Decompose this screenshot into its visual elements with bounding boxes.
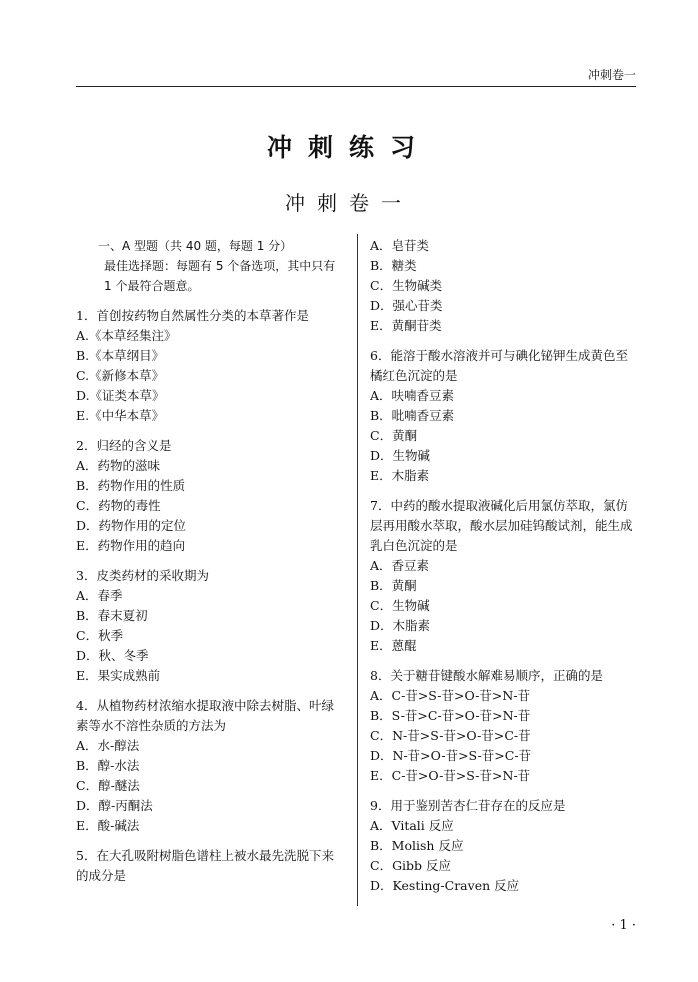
answer-option: B．糖类 bbox=[370, 258, 417, 273]
right-question-list bbox=[370, 346, 640, 896]
answer-option: B．醇-水法 bbox=[76, 758, 140, 773]
answer-option: A．香豆素 bbox=[370, 558, 430, 573]
question bbox=[370, 796, 640, 896]
answer-option: C．秋季 bbox=[76, 628, 124, 643]
column-divider bbox=[357, 234, 358, 906]
question-stem: 3．皮类药材的采收期为 bbox=[76, 568, 209, 583]
question-stem: 2．归经的含义是 bbox=[76, 438, 172, 453]
answer-option: E．药物作用的趋向 bbox=[76, 538, 186, 553]
page-subtitle: 冲刺卷一 bbox=[285, 191, 413, 215]
question-stem: 1．首创按药物自然属性分类的本草著作是 bbox=[76, 308, 309, 323]
answer-option: B．黄酮 bbox=[370, 578, 417, 593]
answer-option: C．药物的毒性 bbox=[76, 498, 161, 513]
answer-option: C．Gibb 反应 bbox=[370, 858, 452, 873]
question-stem: 9．用于鉴别苦杏仁苷存在的反应是 bbox=[370, 798, 566, 813]
left-question-list bbox=[76, 306, 346, 886]
question-stem: 6．能溶于酸水溶液并可与碘化铋钾生成黄色至橘红色沉淀的是 bbox=[370, 348, 628, 383]
answer-option: D．木脂素 bbox=[370, 618, 431, 633]
answer-option: E．果实成熟前 bbox=[76, 668, 161, 683]
answer-option: C．醇-醚法 bbox=[76, 778, 140, 793]
answer-option: C．生物碱类 bbox=[370, 278, 443, 293]
answer-option: E．木脂素 bbox=[370, 468, 430, 483]
answer-option: A．水-醇法 bbox=[76, 738, 140, 753]
answer-option: B.《本草纲目》 bbox=[76, 348, 165, 363]
answer-option: D.《证类本草》 bbox=[76, 388, 165, 403]
answer-option: B．S-苷>C-苷>O-苷>N-苷 bbox=[370, 708, 531, 723]
question bbox=[76, 696, 346, 836]
answer-option: C.《新修本草》 bbox=[76, 368, 165, 383]
question bbox=[370, 666, 640, 786]
left-column bbox=[76, 236, 346, 886]
page-number: · 1 · bbox=[611, 918, 636, 933]
question bbox=[370, 346, 640, 486]
question-stem: 7．中药的酸水提取液碱化后用氯仿萃取，氯仿层再用酸水萃取，酸水层加硅钨酸试剂，能生成乳白色沉淀的是 bbox=[370, 498, 633, 553]
q5-continued-options bbox=[370, 236, 640, 336]
question-stem: 5．在大孔吸附树脂色谱柱上被水最先洗脱下来的成分是 bbox=[76, 848, 334, 883]
question-stem: 8．关于糖苷键酸水解难易顺序，正确的是 bbox=[370, 668, 603, 683]
answer-option: E．蒽醌 bbox=[370, 638, 417, 653]
question bbox=[76, 436, 346, 556]
answer-option: D．N-苷>O-苷>S-苷>C-苷 bbox=[370, 748, 532, 763]
answer-option: C．生物碱 bbox=[370, 598, 430, 613]
answer-option: B．春末夏初 bbox=[76, 608, 148, 623]
answer-option: A．药物的滋味 bbox=[76, 458, 161, 473]
answer-option: E.《中华本草》 bbox=[76, 408, 165, 423]
answer-option: A．C-苷>S-苷>O-苷>N-苷 bbox=[370, 688, 531, 703]
answer-option: D．生物碱 bbox=[370, 448, 431, 463]
answer-option: C．N-苷>S-苷>O-苷>C-苷 bbox=[370, 728, 531, 743]
answer-option: E．黄酮苷类 bbox=[370, 318, 442, 333]
answer-option: A．春季 bbox=[76, 588, 123, 603]
answer-option: B．Molish 反应 bbox=[370, 838, 464, 853]
answer-option: A.《本草经集注》 bbox=[76, 328, 177, 343]
answer-option: B．药物作用的性质 bbox=[76, 478, 186, 493]
answer-option: A．Vitali 反应 bbox=[370, 818, 454, 833]
answer-option: A．呋喃香豆素 bbox=[370, 388, 455, 403]
section-intro bbox=[76, 236, 346, 296]
answer-option: D．秋、冬季 bbox=[76, 648, 149, 663]
answer-option: E．C-苷>O-苷>S-苷>N-苷 bbox=[370, 768, 531, 783]
answer-option: D．药物作用的定位 bbox=[76, 518, 187, 533]
answer-option: C．黄酮 bbox=[370, 428, 418, 443]
question bbox=[76, 566, 346, 686]
answer-option: D．醇-丙酮法 bbox=[76, 798, 153, 813]
question bbox=[370, 496, 640, 656]
section-heading: 一、A 型题（共 40 题，每题 1 分） bbox=[98, 239, 293, 253]
question bbox=[76, 306, 346, 426]
header-rule bbox=[76, 86, 636, 87]
question bbox=[76, 846, 346, 886]
answer-option: D．强心苷类 bbox=[370, 298, 443, 313]
question-stem: 4．从植物药材浓缩水提取液中除去树脂、叶绿素等水不溶性杂质的方法为 bbox=[76, 698, 334, 733]
running-header: 冲刺卷一 bbox=[587, 68, 636, 82]
right-column bbox=[370, 236, 640, 896]
answer-option: A．皂苷类 bbox=[370, 238, 430, 253]
page-title: 冲刺练习 bbox=[266, 133, 431, 162]
answer-option: D．Kesting-Craven 反应 bbox=[370, 878, 520, 893]
answer-option: E．酸-碱法 bbox=[76, 818, 140, 833]
answer-option: B．吡喃香豆素 bbox=[370, 408, 455, 423]
section-instruction: 最佳选择题：每题有 5 个备选项，其中只有 1 个最符合题意。 bbox=[104, 259, 336, 293]
